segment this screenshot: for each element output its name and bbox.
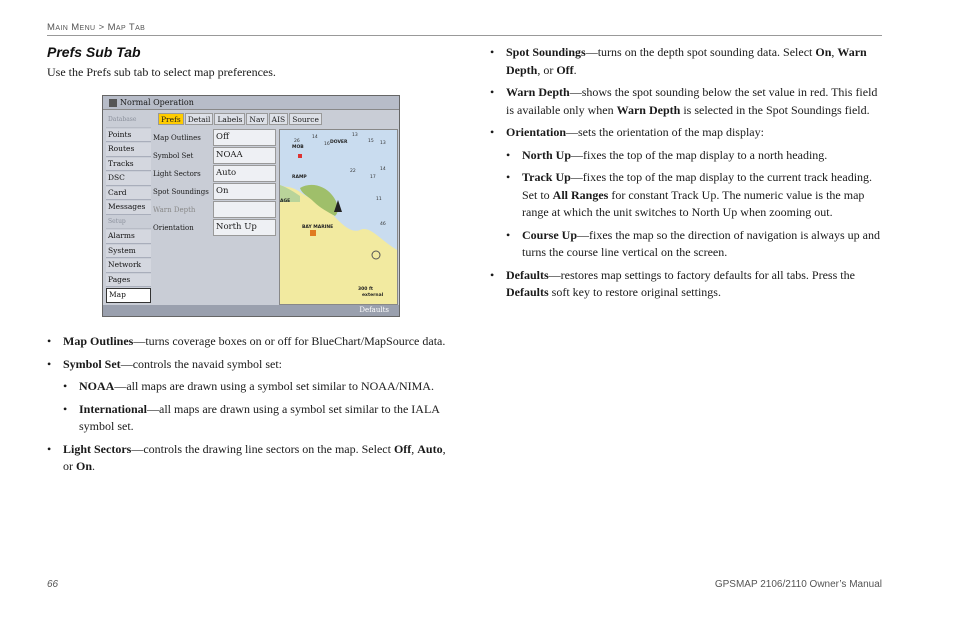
option-spot-soundings: Spot Soundings On (151, 183, 276, 200)
manual-title: GPSMAP 2106/2110 Owner’s Manual (714, 579, 882, 590)
breadcrumb-main-menu: Main Menu (47, 22, 96, 33)
bullet-light-sectors: • Light Sectors—controls the drawing line sectors on the map. Select Off, Auto, or On. (47, 441, 452, 476)
nav-routes[interactable]: Routes (106, 143, 151, 157)
map-label-bay-marine: BAY MARINE (302, 225, 334, 230)
nav-messages[interactable]: Messages (106, 201, 151, 215)
bullet-spot-soundings: • Spot Soundings—turns on the depth spot sounding data. Select On, Warn Depth, or Off. (490, 44, 882, 79)
options-list (151, 129, 276, 237)
nav-map[interactable]: Map (106, 288, 151, 303)
subbullet-north-up: • North Up—fixes the top of the map display to a north heading. (490, 147, 882, 165)
option-symbol-set: Symbol Set NOAA (151, 147, 276, 164)
tab-prefs[interactable]: Prefs (158, 113, 184, 125)
option-map-outlines: Map Outlines Off (151, 129, 276, 146)
breadcrumb-map-tab: Map Tab (107, 22, 146, 33)
svg-text:13: 13 (352, 133, 358, 138)
svg-text:14: 14 (380, 167, 386, 172)
map-label-external: external (362, 293, 384, 298)
light-sectors-field[interactable]: Auto (213, 165, 276, 182)
nav-card[interactable]: Card (106, 187, 151, 201)
subbullet-track-up: • Track Up—fixes the top of the map display to the current track heading. Set to All Ranges for constant Track Up. The numeric value is the map range at which the unit switches to North Up when zooming out. (490, 169, 882, 222)
svg-text:16: 16 (324, 142, 330, 147)
section-heading: Prefs Sub Tab (47, 44, 141, 60)
svg-text:17: 17 (370, 175, 376, 180)
map-outlines-field[interactable]: Off (213, 129, 276, 146)
tab-source[interactable]: Source (289, 113, 322, 125)
breadcrumb-separator: > (98, 22, 105, 33)
right-column (490, 44, 882, 307)
marina-icon (310, 230, 316, 236)
right-bullet-list (490, 44, 882, 302)
nav-network[interactable]: Network (106, 259, 151, 273)
subbullet-noaa: • NOAA—all maps are drawn using a symbol set similar to NOAA/NIMA. (47, 378, 452, 396)
nav-tracks[interactable]: Tracks (106, 158, 151, 172)
warn-depth-field[interactable] (213, 201, 276, 218)
svg-text:14: 14 (312, 135, 318, 140)
defaults-softkey[interactable]: Defaults (359, 306, 389, 314)
bullet-defaults: • Defaults—restores map settings to factory defaults for all tabs. Press the Defaults soft key to restore original settings. (490, 267, 882, 302)
intro-text: Use the Prefs sub tab to select map preferences. (47, 64, 276, 79)
gps-screenshot (102, 95, 400, 317)
screen-nav (106, 114, 151, 304)
spot-soundings-field[interactable]: On (213, 183, 276, 200)
running-header (47, 22, 145, 33)
subbullet-course-up: • Course Up—fixes the map so the direction of navigation is always up and turns the course line vertical on the screen. (490, 227, 882, 262)
orientation-field[interactable]: North Up (213, 219, 276, 236)
left-bullet-list (47, 333, 452, 476)
tab-nav[interactable]: Nav (246, 113, 267, 125)
option-light-sectors: Light Sectors Auto (151, 165, 276, 182)
svg-text:22: 22 (350, 169, 356, 174)
bullet-map-outlines: • Map Outlines—turns coverage boxes on or off for BlueChart/MapSource data. (47, 333, 452, 351)
nav-setup[interactable]: Setup (106, 216, 151, 230)
option-warn-depth: Warn Depth (151, 201, 276, 218)
tab-ais[interactable]: AIS (269, 113, 289, 125)
option-orientation: Orientation North Up (151, 219, 276, 236)
map-label-ramp: RAMP (292, 175, 307, 180)
map-label-dover: DOVER (330, 140, 348, 145)
nav-system[interactable]: System (106, 245, 151, 259)
nav-points[interactable]: Points (106, 129, 151, 143)
svg-text:11: 11 (376, 197, 382, 202)
map-label-age: AGE (280, 199, 291, 204)
subbullet-international: • International—all maps are drawn using a symbol set similar to the IALA symbol set. (47, 401, 452, 436)
header-rule (47, 35, 882, 36)
map-chart-image (280, 130, 397, 304)
nav-alarms[interactable]: Alarms (106, 230, 151, 244)
mob-icon (298, 154, 302, 158)
map-label-mob: MOB (292, 145, 304, 150)
map-label-scale: 300 ft (358, 287, 374, 292)
bullet-symbol-set: • Symbol Set—controls the navaid symbol set: (47, 356, 452, 374)
nav-database[interactable]: Database (106, 114, 151, 128)
svg-text:15: 15 (368, 139, 374, 144)
tab-detail[interactable]: Detail (185, 113, 214, 125)
svg-text:13: 13 (380, 141, 386, 146)
nav-pages[interactable]: Pages (106, 274, 151, 288)
svg-text:46: 46 (380, 222, 386, 227)
page-number: 66 (47, 579, 59, 590)
svg-text:26: 26 (294, 139, 300, 144)
status-icon (109, 99, 117, 107)
bullet-warn-depth: • Warn Depth—shows the spot sounding below the set value in red. This field is available only when Warn Depth is selected in the Spot Soundings field. (490, 84, 882, 119)
bullet-orientation: • Orientation—sets the orientation of the map display: (490, 124, 882, 142)
map-preview (279, 129, 398, 305)
screen-tabs (158, 113, 322, 125)
nav-dsc[interactable]: DSC (106, 172, 151, 186)
screen-titlebar: Normal Operation (103, 96, 399, 110)
tab-labels[interactable]: Labels (214, 113, 245, 125)
screen-softkeys (103, 305, 399, 316)
symbol-set-field[interactable]: NOAA (213, 147, 276, 164)
